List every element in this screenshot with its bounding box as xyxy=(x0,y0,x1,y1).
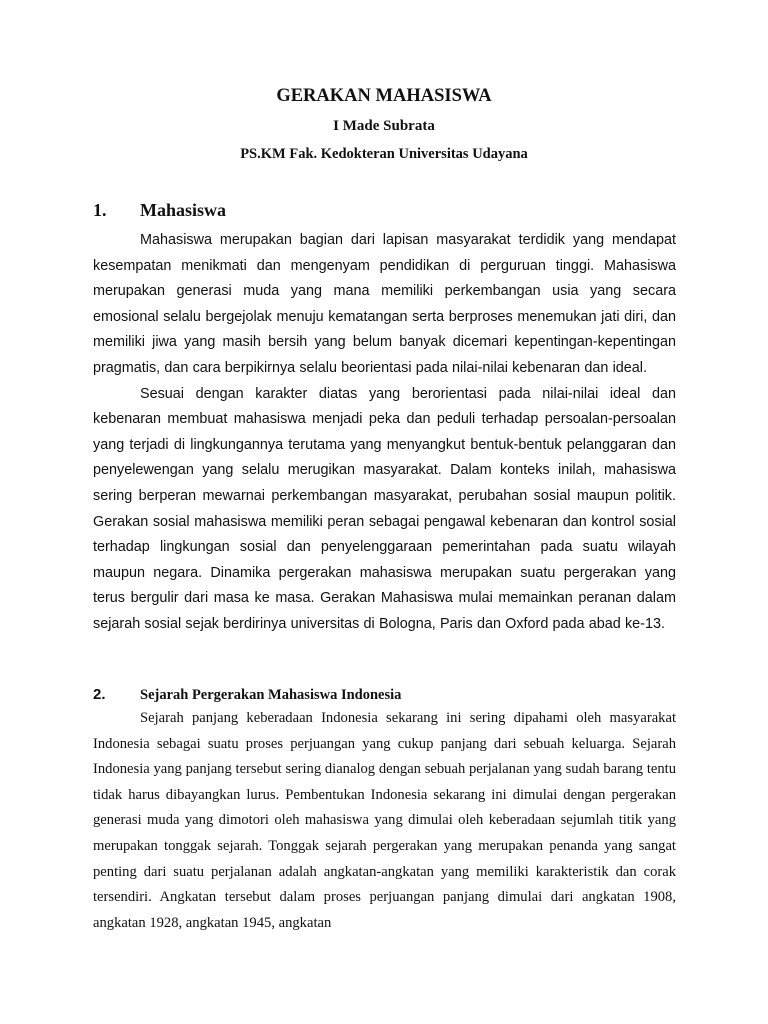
paragraph: Mahasiswa merupakan bagian dari lapisan masyarakat terdidik yang mendapat kesempatan menikmati dan mengenyam pendidikan di perguruan tinggi. Mahasiswa merupakan generasi muda yang mana memiliki perkembangan usia yang secara emosional selalu bergejolak menuju kematangan serta berproses menemukan jati diri, dan memiliki jiwa yang masih bersih yang belum banyak dicemari kepentingan-kepentingan pragmatis, dan cara berpikirnya selalu beorientasi pada nilai-nilai kebenaran dan ideal. xyxy=(93,232,676,376)
section-number: 1. xyxy=(93,200,107,220)
document-affiliation: PS.KM Fak. Kedokteran Universitas Udayana xyxy=(240,146,528,162)
paragraph: Sejarah panjang keberadaan Indonesia sekarang ini sering dipahami oleh masyarakat Indonesia sebagai suatu proses perjuangan yang cukup panjang dari sebuah keluarga. Sejarah Indonesia yang panjang tersebut sering dianalog dengan sebuah perjalanan yang sudah barang tentu tidak harus dibayangkan lurus. Pembentukan Indonesia sekarang ini dimulai dengan pergerakan generasi muda yang dimotori oleh mahasiswa yang dimulai oleh keberadaan sejumlah titik yang merupakan tonggak sejarah. Tonggak sejarah pergerakan yang merupakan penanda yang sangat penting dari suatu perjalanan adalah angkatan-angkatan yang memiliki karakteristik dan corak tersendiri. Angkatan tersebut dalam proses perjuangan panjang dimulai dari angkatan 1908, angkatan 1928, angkatan 1945, angkatan xyxy=(93,710,676,931)
section-title: Sejarah Pergerakan Mahasiswa Indonesia xyxy=(140,687,402,703)
section-heading xyxy=(93,200,676,221)
section-title: Mahasiswa xyxy=(140,200,227,220)
section-number: 2. xyxy=(93,686,106,703)
paragraph: Sesuai dengan karakter diatas yang berorientasi pada nilai-nilai ideal dan kebenaran membuat mahasiswa menjadi peka dan peduli terhadap persoalan-persoalan yang terjadi di lingkungannya terutama yang menyangkut bentuk-bentuk pelanggaran dan penyelewengan yang selalu merugikan masyarakat. Dalam konteks inilah, mahasiswa sering berperan mewarnai perkembangan masyarakat, perubahan sosial maupun politik. Gerakan sosial mahasiswa memiliki peran sebagai pengawal kebenaran dan kontrol sosial terhadap lingkungan sosial dan penyelenggaraan pemerintahan pada suatu wilayah maupun negara. Dinamika pergerakan mahasiswa merupakan suatu pergerakan yang terus bergulir dari masa ke masa. Gerakan Mahasiswa mulai memainkan peranan dalam sejarah sosial sejak berdirinya universitas di Bologna, Paris dan Oxford pada abad ke-13. xyxy=(93,385,676,632)
section-mahasiswa xyxy=(93,200,676,638)
section-sejarah-pergerakan xyxy=(93,686,676,936)
section-heading xyxy=(93,686,676,704)
document-title: GERAKAN MAHASISWA xyxy=(276,86,492,106)
document-author: I Made Subrata xyxy=(333,118,435,134)
